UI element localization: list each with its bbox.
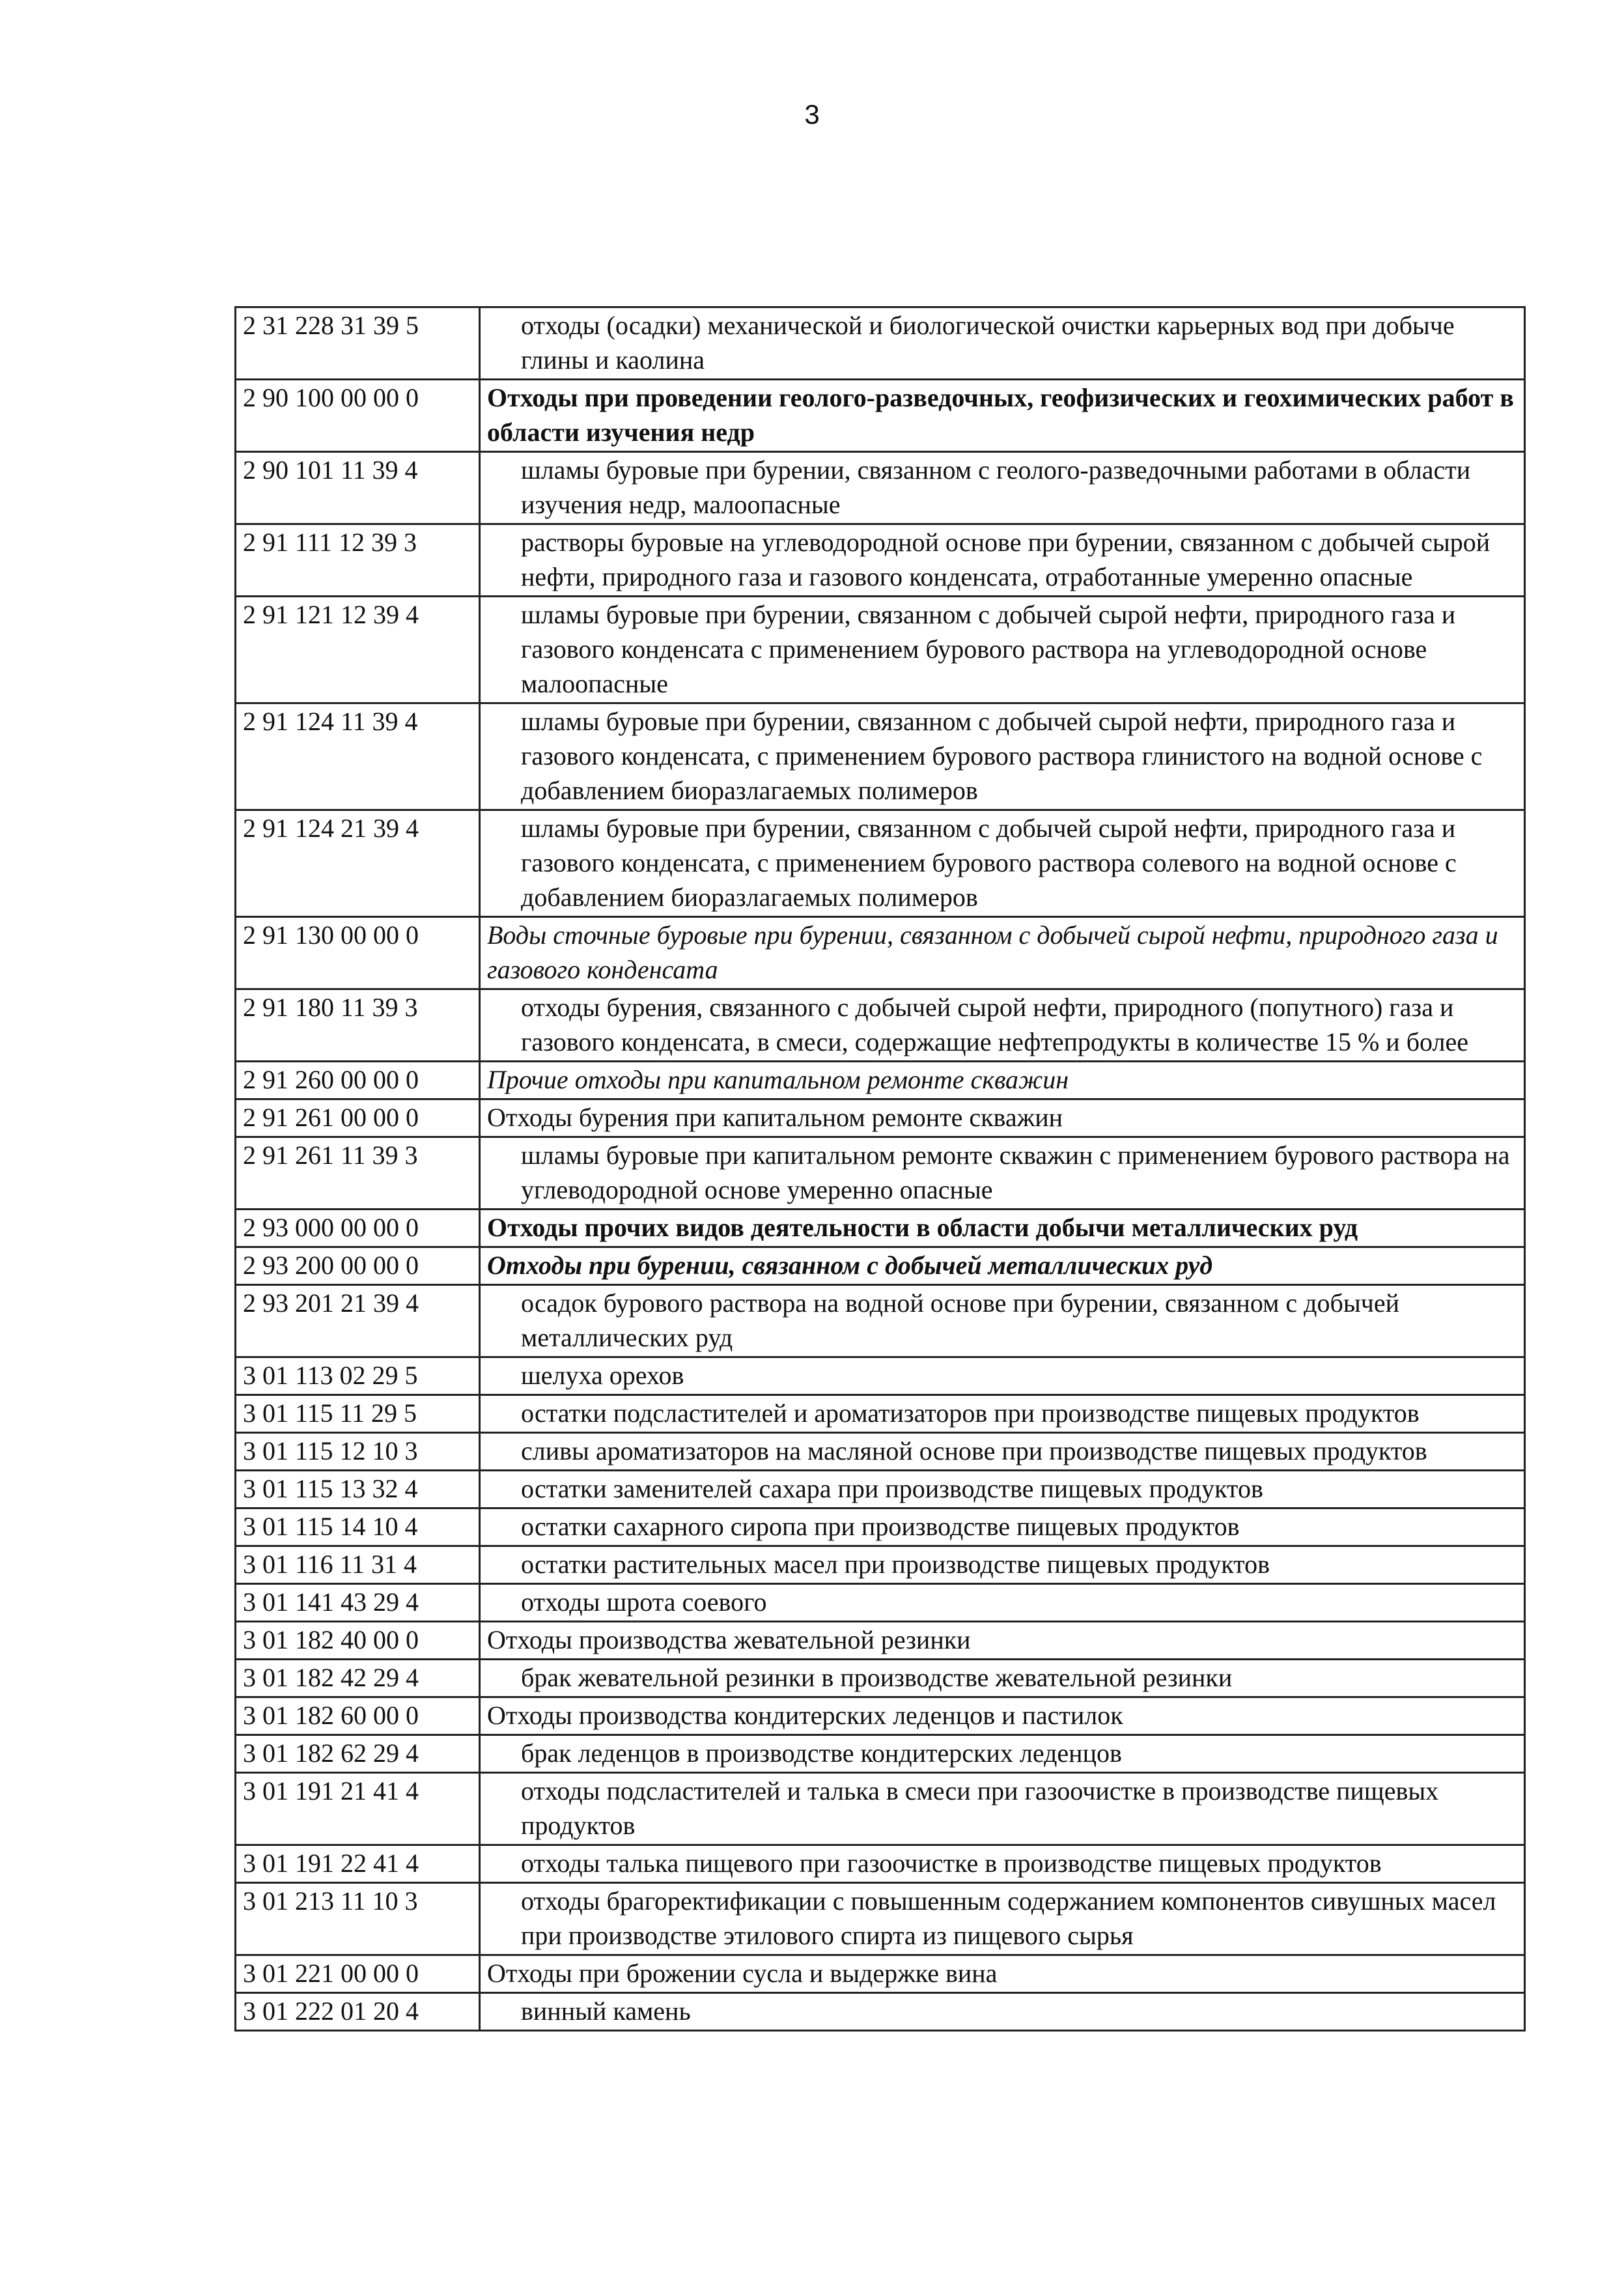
table-row xyxy=(236,1773,1525,1845)
table-row xyxy=(236,1546,1525,1584)
table-row xyxy=(236,1285,1525,1357)
waste-code: 3 01 221 00 00 0 xyxy=(236,1955,480,1993)
waste-code: 3 01 113 02 29 5 xyxy=(236,1357,480,1395)
waste-code: 3 01 222 01 20 4 xyxy=(236,1993,480,2031)
waste-code: 2 93 201 21 39 4 xyxy=(236,1285,480,1357)
waste-codes-table-body xyxy=(236,307,1525,2031)
waste-code: 3 01 191 21 41 4 xyxy=(236,1773,480,1845)
waste-description: сливы ароматизаторов на масляной основе при производстве пищевых продуктов xyxy=(480,1433,1525,1471)
table-row xyxy=(236,1062,1525,1099)
waste-code: 2 93 000 00 00 0 xyxy=(236,1210,480,1247)
waste-code: 2 91 124 21 39 4 xyxy=(236,810,480,917)
table-row xyxy=(236,307,1525,380)
waste-code: 3 01 115 11 29 5 xyxy=(236,1395,480,1433)
table-row xyxy=(236,1660,1525,1697)
waste-code: 2 91 261 00 00 0 xyxy=(236,1099,480,1137)
waste-description: осадок бурового раствора на водной основе при бурении, связанном с добычей металлических руд xyxy=(480,1285,1525,1357)
waste-code: 3 01 191 22 41 4 xyxy=(236,1845,480,1883)
waste-code: 2 31 228 31 39 5 xyxy=(236,307,480,380)
waste-description: Отходы при бурении, связанном с добычей металлических руд xyxy=(480,1247,1525,1285)
table-row xyxy=(236,989,1525,1062)
table-row xyxy=(236,452,1525,524)
waste-description: Отходы производства кондитерских леденцов и пастилок xyxy=(480,1697,1525,1735)
table-row xyxy=(236,597,1525,703)
waste-code: 2 91 124 11 39 4 xyxy=(236,703,480,810)
waste-description: остатки растительных масел при производстве пищевых продуктов xyxy=(480,1546,1525,1584)
waste-code: 2 91 121 12 39 4 xyxy=(236,597,480,703)
waste-code: 3 01 182 60 00 0 xyxy=(236,1697,480,1735)
waste-code: 3 01 115 13 32 4 xyxy=(236,1471,480,1508)
waste-code: 3 01 141 43 29 4 xyxy=(236,1584,480,1622)
table-row xyxy=(236,810,1525,917)
waste-description: Отходы прочих видов деятельности в области добычи металлических руд xyxy=(480,1210,1525,1247)
waste-code: 3 01 115 12 10 3 xyxy=(236,1433,480,1471)
waste-description: отходы шрота соевого xyxy=(480,1584,1525,1622)
table-row xyxy=(236,1395,1525,1433)
table-row xyxy=(236,1137,1525,1210)
table-row xyxy=(236,1433,1525,1471)
waste-description: отходы (осадки) механической и биологической очистки карьерных вод при добыче глины и каолина xyxy=(480,307,1525,380)
waste-code: 3 01 182 62 29 4 xyxy=(236,1735,480,1773)
waste-description: остатки подсластителей и ароматизаторов при производстве пищевых продуктов xyxy=(480,1395,1525,1433)
waste-description: шелуха орехов xyxy=(480,1357,1525,1395)
table-row xyxy=(236,1210,1525,1247)
waste-description: брак леденцов в производстве кондитерских леденцов xyxy=(480,1735,1525,1773)
table-row xyxy=(236,1735,1525,1773)
waste-description: Отходы бурения при капитальном ремонте скважин xyxy=(480,1099,1525,1137)
waste-code: 2 90 101 11 39 4 xyxy=(236,452,480,524)
waste-code: 2 93 200 00 00 0 xyxy=(236,1247,480,1285)
waste-description: Прочие отходы при капитальном ремонте скважин xyxy=(480,1062,1525,1099)
waste-description: шламы буровые при капитальном ремонте скважин с применением бурового раствора на углеводородной основе умеренно опасные xyxy=(480,1137,1525,1210)
waste-description: винный камень xyxy=(480,1993,1525,2031)
table-row xyxy=(236,1247,1525,1285)
waste-codes-table xyxy=(234,306,1526,2032)
table-row xyxy=(236,1993,1525,2031)
table-row xyxy=(236,1883,1525,1955)
table-row xyxy=(236,1845,1525,1883)
waste-code: 3 01 116 11 31 4 xyxy=(236,1546,480,1584)
waste-code: 2 91 130 00 00 0 xyxy=(236,917,480,989)
waste-description: растворы буровые на углеводородной основе при бурении, связанном с добычей сырой нефти, природного газа и газового конденсата, отработанные умеренно опасные xyxy=(480,524,1525,597)
waste-description: шламы буровые при бурении, связанном с геолого-разведочными работами в области изучения недр, малоопасные xyxy=(480,452,1525,524)
waste-code: 2 91 111 12 39 3 xyxy=(236,524,480,597)
waste-code: 3 01 182 42 29 4 xyxy=(236,1660,480,1697)
waste-description: остатки заменителей сахара при производстве пищевых продуктов xyxy=(480,1471,1525,1508)
table-row xyxy=(236,1357,1525,1395)
waste-description: шламы буровые при бурении, связанном с добычей сырой нефти, природного газа и газового конденсата, с применением бурового раствора глинистого на водной основе с добавлением биоразлагаемых полимеров xyxy=(480,703,1525,810)
waste-code: 2 91 260 00 00 0 xyxy=(236,1062,480,1099)
waste-description: шламы буровые при бурении, связанном с добычей сырой нефти, природного газа и газового конденсата с применением бурового раствора на углеводородной основе малоопасные xyxy=(480,597,1525,703)
waste-code: 3 01 182 40 00 0 xyxy=(236,1622,480,1660)
table-row xyxy=(236,1099,1525,1137)
waste-description: Отходы при проведении геолого-разведочных, геофизических и геохимических работ в области изучения недр xyxy=(480,380,1525,452)
table-row xyxy=(236,1508,1525,1546)
table-row xyxy=(236,1955,1525,1993)
waste-code: 2 90 100 00 00 0 xyxy=(236,380,480,452)
table-row xyxy=(236,524,1525,597)
waste-description: Отходы производства жевательной резинки xyxy=(480,1622,1525,1660)
waste-description: брак жевательной резинки в производстве жевательной резинки xyxy=(480,1660,1525,1697)
waste-code: 2 91 180 11 39 3 xyxy=(236,989,480,1062)
waste-description: остатки сахарного сиропа при производстве пищевых продуктов xyxy=(480,1508,1525,1546)
waste-description: Отходы при брожении сусла и выдержке вина xyxy=(480,1955,1525,1993)
table-row xyxy=(236,380,1525,452)
waste-code: 3 01 213 11 10 3 xyxy=(236,1883,480,1955)
waste-description: отходы подсластителей и талька в смеси при газоочистке в производстве пищевых продуктов xyxy=(480,1773,1525,1845)
table-row xyxy=(236,1584,1525,1622)
table-row xyxy=(236,1622,1525,1660)
waste-description: отходы талька пищевого при газоочистке в производстве пищевых продуктов xyxy=(480,1845,1525,1883)
waste-description: отходы бурения, связанного с добычей сырой нефти, природного (попутного) газа и газового конденсата, в смеси, содержащие нефтепродукты в количестве 15 % и более xyxy=(480,989,1525,1062)
waste-description: шламы буровые при бурении, связанном с добычей сырой нефти, природного газа и газового конденсата, с применением бурового раствора солевого на водной основе с добавлением биоразлагаемых полимеров xyxy=(480,810,1525,917)
waste-description: отходы брагоректификации с повышенным содержанием компонентов сивушных масел при производстве этилового спирта из пищевого сырья xyxy=(480,1883,1525,1955)
table-row xyxy=(236,917,1525,989)
table-row xyxy=(236,1697,1525,1735)
table-row xyxy=(236,703,1525,810)
waste-code: 2 91 261 11 39 3 xyxy=(236,1137,480,1210)
table-row xyxy=(236,1471,1525,1508)
waste-code: 3 01 115 14 10 4 xyxy=(236,1508,480,1546)
waste-description: Воды сточные буровые при бурении, связанном с добычей сырой нефти, природного газа и газового конденсата xyxy=(480,917,1525,989)
page-number: 3 xyxy=(804,99,820,130)
